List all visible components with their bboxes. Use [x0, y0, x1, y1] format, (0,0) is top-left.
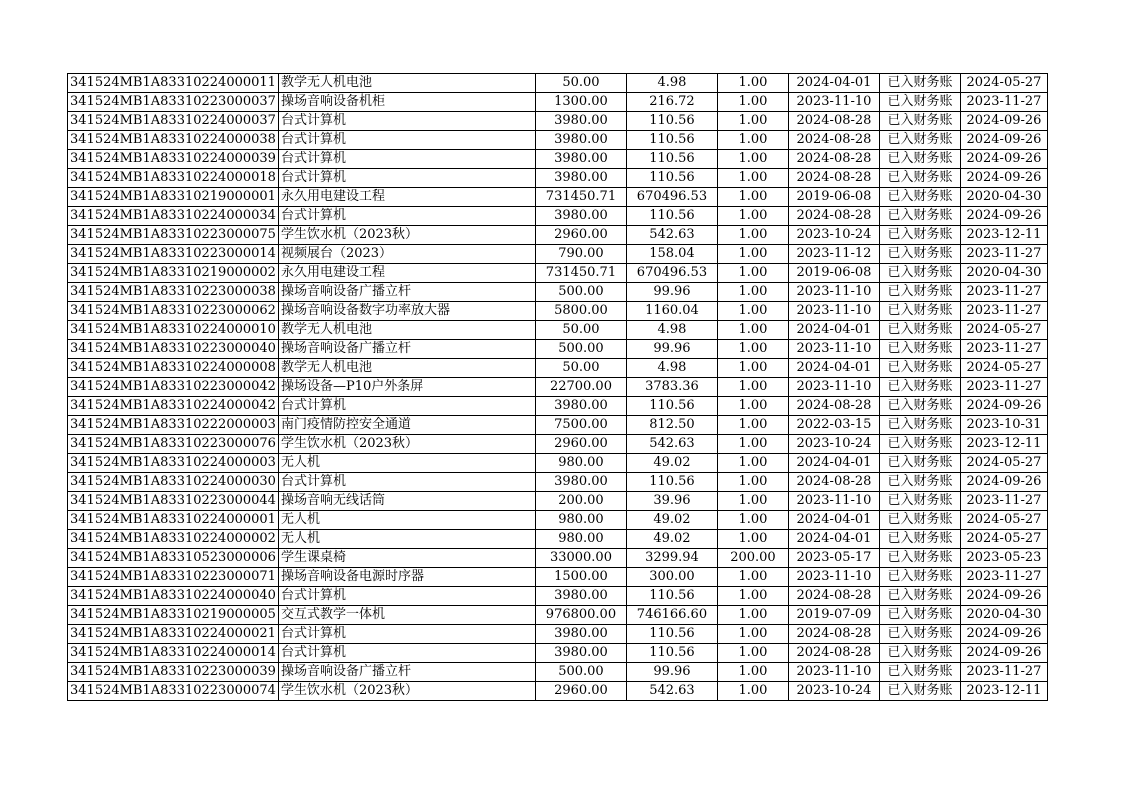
table-row [68, 682, 1048, 701]
asset-code-cell: 341524MB1A83310224000030 [68, 473, 279, 492]
status-cell: 已入财务账 [879, 226, 960, 245]
asset-code-cell: 341524MB1A83310224000042 [68, 397, 279, 416]
acquire-date-cell: 2024-04-01 [788, 530, 879, 549]
table-row [68, 530, 1048, 549]
record-date-cell: 2024-09-26 [960, 473, 1047, 492]
acquire-date-cell: 2022-03-15 [788, 416, 879, 435]
status-cell: 已入财务账 [879, 93, 960, 112]
quantity-cell: 1.00 [717, 74, 788, 93]
depreciation-cell: 49.02 [626, 530, 717, 549]
table-row [68, 340, 1048, 359]
asset-name-cell: 台式计算机 [278, 397, 535, 416]
record-date-cell: 2023-11-27 [960, 492, 1047, 511]
asset-name-cell: 学生饮水机（2023秋） [278, 682, 535, 701]
depreciation-cell: 746166.60 [626, 606, 717, 625]
status-cell: 已入财务账 [879, 416, 960, 435]
acquire-date-cell: 2024-04-01 [788, 74, 879, 93]
status-cell: 已入财务账 [879, 549, 960, 568]
asset-name-cell: 教学无人机电池 [278, 74, 535, 93]
status-cell: 已入财务账 [879, 74, 960, 93]
original-value-cell: 790.00 [535, 245, 626, 264]
depreciation-cell: 3783.36 [626, 378, 717, 397]
original-value-cell: 3980.00 [535, 131, 626, 150]
quantity-cell: 1.00 [717, 492, 788, 511]
quantity-cell: 1.00 [717, 169, 788, 188]
record-date-cell: 2023-11-27 [960, 302, 1047, 321]
depreciation-cell: 812.50 [626, 416, 717, 435]
record-date-cell: 2023-11-27 [960, 663, 1047, 682]
original-value-cell: 976800.00 [535, 606, 626, 625]
acquire-date-cell: 2024-08-28 [788, 150, 879, 169]
original-value-cell: 50.00 [535, 321, 626, 340]
table-row [68, 644, 1048, 663]
quantity-cell: 1.00 [717, 473, 788, 492]
table-row [68, 188, 1048, 207]
quantity-cell: 1.00 [717, 131, 788, 150]
asset-name-cell: 永久用电建设工程 [278, 264, 535, 283]
asset-code-cell: 341524MB1A83310223000044 [68, 492, 279, 511]
acquire-date-cell: 2024-04-01 [788, 511, 879, 530]
depreciation-cell: 4.98 [626, 74, 717, 93]
asset-code-cell: 341524MB1A83310223000075 [68, 226, 279, 245]
acquire-date-cell: 2023-11-12 [788, 245, 879, 264]
status-cell: 已入财务账 [879, 283, 960, 302]
status-cell: 已入财务账 [879, 644, 960, 663]
original-value-cell: 500.00 [535, 283, 626, 302]
asset-code-cell: 341524MB1A83310523000006 [68, 549, 279, 568]
acquire-date-cell: 2024-08-28 [788, 397, 879, 416]
original-value-cell: 1300.00 [535, 93, 626, 112]
depreciation-cell: 300.00 [626, 568, 717, 587]
record-date-cell: 2024-09-26 [960, 625, 1047, 644]
asset-code-cell: 341524MB1A83310224000037 [68, 112, 279, 131]
asset-code-cell: 341524MB1A83310224000002 [68, 530, 279, 549]
acquire-date-cell: 2023-11-10 [788, 568, 879, 587]
status-cell: 已入财务账 [879, 625, 960, 644]
asset-name-cell: 台式计算机 [278, 169, 535, 188]
acquire-date-cell: 2024-08-28 [788, 169, 879, 188]
asset-name-cell: 操场音响设备广播立杆 [278, 340, 535, 359]
table-row [68, 663, 1048, 682]
table-row [68, 150, 1048, 169]
table-row [68, 264, 1048, 283]
original-value-cell: 2960.00 [535, 682, 626, 701]
record-date-cell: 2023-05-23 [960, 549, 1047, 568]
table-row [68, 397, 1048, 416]
quantity-cell: 1.00 [717, 188, 788, 207]
depreciation-cell: 4.98 [626, 321, 717, 340]
quantity-cell: 200.00 [717, 549, 788, 568]
acquire-date-cell: 2024-08-28 [788, 644, 879, 663]
table-row [68, 359, 1048, 378]
quantity-cell: 1.00 [717, 682, 788, 701]
asset-code-cell: 341524MB1A83310219000001 [68, 188, 279, 207]
depreciation-cell: 110.56 [626, 207, 717, 226]
depreciation-cell: 542.63 [626, 682, 717, 701]
quantity-cell: 1.00 [717, 150, 788, 169]
depreciation-cell: 542.63 [626, 226, 717, 245]
asset-code-cell: 341524MB1A83310223000040 [68, 340, 279, 359]
asset-code-cell: 341524MB1A83310224000001 [68, 511, 279, 530]
asset-code-cell: 341524MB1A83310224000038 [68, 131, 279, 150]
acquire-date-cell: 2023-11-10 [788, 378, 879, 397]
asset-name-cell: 视频展台（2023） [278, 245, 535, 264]
table-row [68, 549, 1048, 568]
asset-code-cell: 341524MB1A83310224000039 [68, 150, 279, 169]
asset-code-cell: 341524MB1A83310224000021 [68, 625, 279, 644]
record-date-cell: 2023-10-31 [960, 416, 1047, 435]
depreciation-cell: 110.56 [626, 131, 717, 150]
acquire-date-cell: 2024-08-28 [788, 473, 879, 492]
asset-code-cell: 341524MB1A83310224000018 [68, 169, 279, 188]
asset-name-cell: 南门疫情防控安全通道 [278, 416, 535, 435]
asset-name-cell: 操场音响无线话筒 [278, 492, 535, 511]
status-cell: 已入财务账 [879, 302, 960, 321]
original-value-cell: 3980.00 [535, 625, 626, 644]
asset-name-cell: 台式计算机 [278, 112, 535, 131]
depreciation-cell: 99.96 [626, 283, 717, 302]
depreciation-cell: 158.04 [626, 245, 717, 264]
original-value-cell: 3980.00 [535, 587, 626, 606]
status-cell: 已入财务账 [879, 682, 960, 701]
asset-name-cell: 操场音响设备电源时序器 [278, 568, 535, 587]
original-value-cell: 3980.00 [535, 397, 626, 416]
table-row [68, 378, 1048, 397]
status-cell: 已入财务账 [879, 359, 960, 378]
depreciation-cell: 216.72 [626, 93, 717, 112]
acquire-date-cell: 2023-11-10 [788, 663, 879, 682]
acquire-date-cell: 2024-08-28 [788, 625, 879, 644]
asset-code-cell: 341524MB1A83310223000074 [68, 682, 279, 701]
asset-code-cell: 341524MB1A83310224000003 [68, 454, 279, 473]
acquire-date-cell: 2023-10-24 [788, 682, 879, 701]
asset-code-cell: 341524MB1A83310219000005 [68, 606, 279, 625]
quantity-cell: 1.00 [717, 112, 788, 131]
quantity-cell: 1.00 [717, 245, 788, 264]
depreciation-cell: 110.56 [626, 397, 717, 416]
record-date-cell: 2020-04-30 [960, 606, 1047, 625]
record-date-cell: 2023-12-11 [960, 682, 1047, 701]
status-cell: 已入财务账 [879, 378, 960, 397]
record-date-cell: 2023-11-27 [960, 245, 1047, 264]
depreciation-cell: 99.96 [626, 663, 717, 682]
table-row [68, 492, 1048, 511]
depreciation-cell: 110.56 [626, 644, 717, 663]
record-date-cell: 2023-11-27 [960, 568, 1047, 587]
depreciation-cell: 110.56 [626, 587, 717, 606]
original-value-cell: 500.00 [535, 663, 626, 682]
depreciation-cell: 670496.53 [626, 188, 717, 207]
asset-code-cell: 341524MB1A83310223000071 [68, 568, 279, 587]
record-date-cell: 2024-05-27 [960, 530, 1047, 549]
record-date-cell: 2024-09-26 [960, 150, 1047, 169]
asset-code-cell: 341524MB1A83310223000076 [68, 435, 279, 454]
table-row [68, 606, 1048, 625]
asset-name-cell: 操场音响设备广播立杆 [278, 283, 535, 302]
quantity-cell: 1.00 [717, 416, 788, 435]
asset-name-cell: 台式计算机 [278, 207, 535, 226]
original-value-cell: 3980.00 [535, 112, 626, 131]
record-date-cell: 2023-12-11 [960, 226, 1047, 245]
acquire-date-cell: 2024-08-28 [788, 112, 879, 131]
table-row [68, 74, 1048, 93]
asset-name-cell: 操场音响设备数字功率放大器 [278, 302, 535, 321]
quantity-cell: 1.00 [717, 359, 788, 378]
asset-name-cell: 台式计算机 [278, 625, 535, 644]
acquire-date-cell: 2019-06-08 [788, 188, 879, 207]
status-cell: 已入财务账 [879, 188, 960, 207]
depreciation-cell: 110.56 [626, 625, 717, 644]
table-row [68, 321, 1048, 340]
status-cell: 已入财务账 [879, 264, 960, 283]
table-row [68, 568, 1048, 587]
original-value-cell: 5800.00 [535, 302, 626, 321]
depreciation-cell: 49.02 [626, 511, 717, 530]
acquire-date-cell: 2019-07-09 [788, 606, 879, 625]
depreciation-cell: 49.02 [626, 454, 717, 473]
status-cell: 已入财务账 [879, 321, 960, 340]
quantity-cell: 1.00 [717, 283, 788, 302]
record-date-cell: 2024-09-26 [960, 397, 1047, 416]
original-value-cell: 1500.00 [535, 568, 626, 587]
depreciation-cell: 1160.04 [626, 302, 717, 321]
original-value-cell: 2960.00 [535, 226, 626, 245]
depreciation-cell: 99.96 [626, 340, 717, 359]
asset-code-cell: 341524MB1A83310224000011 [68, 74, 279, 93]
acquire-date-cell: 2019-06-08 [788, 264, 879, 283]
record-date-cell: 2024-05-27 [960, 454, 1047, 473]
asset-name-cell: 无人机 [278, 530, 535, 549]
asset-name-cell: 台式计算机 [278, 150, 535, 169]
record-date-cell: 2024-05-27 [960, 321, 1047, 340]
asset-code-cell: 341524MB1A83310223000037 [68, 93, 279, 112]
depreciation-cell: 110.56 [626, 112, 717, 131]
asset-name-cell: 教学无人机电池 [278, 359, 535, 378]
asset-code-cell: 341524MB1A83310223000042 [68, 378, 279, 397]
table-row [68, 625, 1048, 644]
record-date-cell: 2024-05-27 [960, 74, 1047, 93]
table-row [68, 454, 1048, 473]
asset-name-cell: 操场音响设备广播立杆 [278, 663, 535, 682]
asset-code-cell: 341524MB1A83310223000038 [68, 283, 279, 302]
quantity-cell: 1.00 [717, 663, 788, 682]
record-date-cell: 2023-11-27 [960, 340, 1047, 359]
status-cell: 已入财务账 [879, 473, 960, 492]
table-row [68, 416, 1048, 435]
record-date-cell: 2020-04-30 [960, 188, 1047, 207]
quantity-cell: 1.00 [717, 511, 788, 530]
asset-name-cell: 教学无人机电池 [278, 321, 535, 340]
status-cell: 已入财务账 [879, 340, 960, 359]
asset-code-cell: 341524MB1A83310223000039 [68, 663, 279, 682]
asset-name-cell: 操场音响设备机柜 [278, 93, 535, 112]
quantity-cell: 1.00 [717, 321, 788, 340]
asset-code-cell: 341524MB1A83310222000003 [68, 416, 279, 435]
record-date-cell: 2024-05-27 [960, 511, 1047, 530]
original-value-cell: 3980.00 [535, 644, 626, 663]
acquire-date-cell: 2024-04-01 [788, 321, 879, 340]
table-row [68, 207, 1048, 226]
asset-code-cell: 341524MB1A83310224000040 [68, 587, 279, 606]
record-date-cell: 2020-04-30 [960, 264, 1047, 283]
record-date-cell: 2023-12-11 [960, 435, 1047, 454]
asset-code-cell: 341524MB1A83310219000002 [68, 264, 279, 283]
status-cell: 已入财务账 [879, 492, 960, 511]
acquire-date-cell: 2023-11-10 [788, 302, 879, 321]
acquire-date-cell: 2023-11-10 [788, 283, 879, 302]
original-value-cell: 731450.71 [535, 188, 626, 207]
asset-code-cell: 341524MB1A83310224000010 [68, 321, 279, 340]
acquire-date-cell: 2024-08-28 [788, 587, 879, 606]
acquire-date-cell: 2023-10-24 [788, 435, 879, 454]
status-cell: 已入财务账 [879, 435, 960, 454]
status-cell: 已入财务账 [879, 150, 960, 169]
quantity-cell: 1.00 [717, 226, 788, 245]
quantity-cell: 1.00 [717, 625, 788, 644]
acquire-date-cell: 2023-11-10 [788, 340, 879, 359]
status-cell: 已入财务账 [879, 606, 960, 625]
status-cell: 已入财务账 [879, 530, 960, 549]
quantity-cell: 1.00 [717, 587, 788, 606]
original-value-cell: 980.00 [535, 454, 626, 473]
acquire-date-cell: 2024-04-01 [788, 359, 879, 378]
original-value-cell: 731450.71 [535, 264, 626, 283]
asset-name-cell: 学生饮水机（2023秋） [278, 435, 535, 454]
table-row [68, 226, 1048, 245]
status-cell: 已入财务账 [879, 131, 960, 150]
quantity-cell: 1.00 [717, 454, 788, 473]
original-value-cell: 200.00 [535, 492, 626, 511]
asset-name-cell: 台式计算机 [278, 587, 535, 606]
table-row [68, 473, 1048, 492]
quantity-cell: 1.00 [717, 606, 788, 625]
quantity-cell: 1.00 [717, 93, 788, 112]
acquire-date-cell: 2024-08-28 [788, 131, 879, 150]
status-cell: 已入财务账 [879, 169, 960, 188]
acquire-date-cell: 2023-11-10 [788, 93, 879, 112]
asset-code-cell: 341524MB1A83310223000014 [68, 245, 279, 264]
record-date-cell: 2024-09-26 [960, 112, 1047, 131]
record-date-cell: 2024-09-26 [960, 131, 1047, 150]
acquire-date-cell: 2023-10-24 [788, 226, 879, 245]
asset-name-cell: 学生课桌椅 [278, 549, 535, 568]
asset-name-cell: 学生饮水机（2023秋） [278, 226, 535, 245]
depreciation-cell: 542.63 [626, 435, 717, 454]
asset-code-cell: 341524MB1A83310224000034 [68, 207, 279, 226]
status-cell: 已入财务账 [879, 397, 960, 416]
table-row [68, 131, 1048, 150]
table-row [68, 587, 1048, 606]
quantity-cell: 1.00 [717, 264, 788, 283]
record-date-cell: 2024-09-26 [960, 169, 1047, 188]
table-row [68, 302, 1048, 321]
original-value-cell: 33000.00 [535, 549, 626, 568]
table-row [68, 93, 1048, 112]
quantity-cell: 1.00 [717, 378, 788, 397]
depreciation-cell: 4.98 [626, 359, 717, 378]
original-value-cell: 980.00 [535, 511, 626, 530]
asset-name-cell: 台式计算机 [278, 473, 535, 492]
asset-name-cell: 操场设备—P10户外条屏 [278, 378, 535, 397]
depreciation-cell: 110.56 [626, 473, 717, 492]
status-cell: 已入财务账 [879, 663, 960, 682]
status-cell: 已入财务账 [879, 511, 960, 530]
table-row [68, 511, 1048, 530]
quantity-cell: 1.00 [717, 435, 788, 454]
acquire-date-cell: 2023-05-17 [788, 549, 879, 568]
record-date-cell: 2024-09-26 [960, 587, 1047, 606]
original-value-cell: 2960.00 [535, 435, 626, 454]
asset-name-cell: 无人机 [278, 454, 535, 473]
quantity-cell: 1.00 [717, 568, 788, 587]
acquire-date-cell: 2024-08-28 [788, 207, 879, 226]
depreciation-cell: 3299.94 [626, 549, 717, 568]
table-row [68, 245, 1048, 264]
original-value-cell: 980.00 [535, 530, 626, 549]
original-value-cell: 3980.00 [535, 473, 626, 492]
record-date-cell: 2024-05-27 [960, 359, 1047, 378]
quantity-cell: 1.00 [717, 340, 788, 359]
status-cell: 已入财务账 [879, 587, 960, 606]
asset-code-cell: 341524MB1A83310224000008 [68, 359, 279, 378]
quantity-cell: 1.00 [717, 397, 788, 416]
status-cell: 已入财务账 [879, 568, 960, 587]
asset-name-cell: 台式计算机 [278, 644, 535, 663]
original-value-cell: 3980.00 [535, 207, 626, 226]
status-cell: 已入财务账 [879, 207, 960, 226]
original-value-cell: 3980.00 [535, 169, 626, 188]
record-date-cell: 2023-11-27 [960, 283, 1047, 302]
status-cell: 已入财务账 [879, 454, 960, 473]
asset-table-body [68, 74, 1048, 701]
original-value-cell: 3980.00 [535, 150, 626, 169]
asset-table [67, 73, 1048, 701]
status-cell: 已入财务账 [879, 112, 960, 131]
quantity-cell: 1.00 [717, 302, 788, 321]
status-cell: 已入财务账 [879, 245, 960, 264]
asset-name-cell: 永久用电建设工程 [278, 188, 535, 207]
original-value-cell: 50.00 [535, 74, 626, 93]
depreciation-cell: 110.56 [626, 150, 717, 169]
asset-name-cell: 无人机 [278, 511, 535, 530]
record-date-cell: 2023-11-27 [960, 93, 1047, 112]
record-date-cell: 2023-11-27 [960, 378, 1047, 397]
quantity-cell: 1.00 [717, 207, 788, 226]
original-value-cell: 7500.00 [535, 416, 626, 435]
table-row [68, 283, 1048, 302]
depreciation-cell: 39.96 [626, 492, 717, 511]
table-row [68, 435, 1048, 454]
asset-code-cell: 341524MB1A83310224000014 [68, 644, 279, 663]
quantity-cell: 1.00 [717, 644, 788, 663]
acquire-date-cell: 2023-11-10 [788, 492, 879, 511]
original-value-cell: 22700.00 [535, 378, 626, 397]
table-row [68, 169, 1048, 188]
record-date-cell: 2024-09-26 [960, 644, 1047, 663]
table-row [68, 112, 1048, 131]
acquire-date-cell: 2024-04-01 [788, 454, 879, 473]
depreciation-cell: 110.56 [626, 169, 717, 188]
asset-code-cell: 341524MB1A83310223000062 [68, 302, 279, 321]
asset-name-cell: 交互式教学一体机 [278, 606, 535, 625]
record-date-cell: 2024-09-26 [960, 207, 1047, 226]
original-value-cell: 500.00 [535, 340, 626, 359]
original-value-cell: 50.00 [535, 359, 626, 378]
asset-name-cell: 台式计算机 [278, 131, 535, 150]
quantity-cell: 1.00 [717, 530, 788, 549]
depreciation-cell: 670496.53 [626, 264, 717, 283]
